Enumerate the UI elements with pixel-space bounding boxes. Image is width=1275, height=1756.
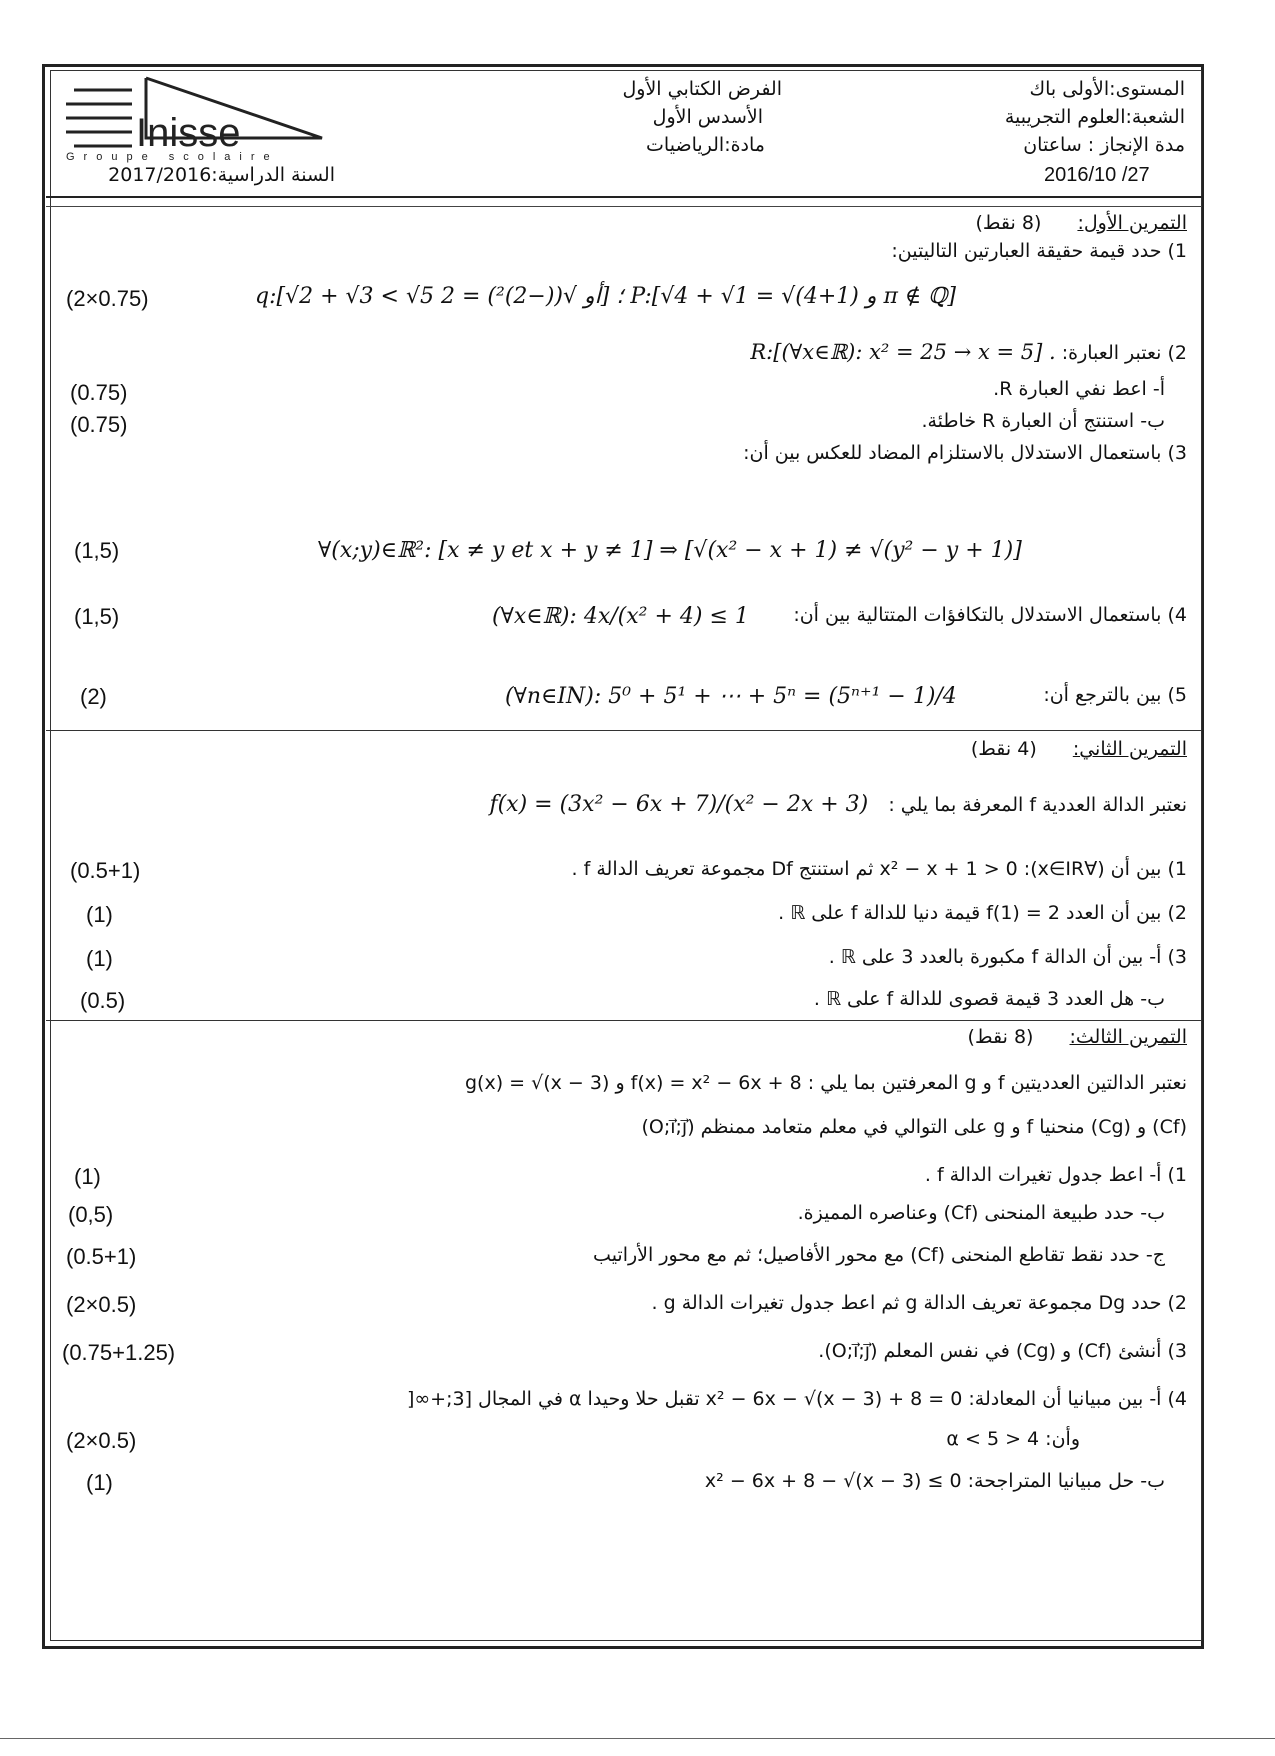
ex1-q5-math: (∀n∈IN): 5⁰ + 5¹ + ⋯ + 5ⁿ = (5ⁿ⁺¹ − 1)/4 (505, 684, 957, 709)
ex3-q3-text: 3) أنشئ (Cf) و (Cg) في نفس المعلم (O;i⃗;j⃗). (818, 1340, 1187, 1362)
ex1-q2b-points: (0.75) (70, 412, 128, 437)
logo-text: Inisse (136, 111, 241, 155)
ex3-title: التمرين الثالث: (1069, 1026, 1187, 1048)
ex1-q4-points: (1,5) (74, 604, 120, 629)
ex3-header (968, 1026, 1187, 1048)
ex2-intro-text: نعتبر الدالة العددية f المعرفة بما يلي : (888, 794, 1187, 816)
ex3-q1a-text: 1) أ- اعط جدول تغيرات الدالة f . (924, 1164, 1187, 1186)
ex1-q1-text: 1) حدد قيمة حقيقة العبارتين التاليتين: (891, 240, 1187, 262)
ex2-separator (46, 1020, 1202, 1021)
ex1-q5-text: 5) بين بالترجع أن: (1043, 684, 1187, 706)
header-separator-2 (46, 206, 1202, 207)
ex3-intro1-text: نعتبر الدالتين العدديتين f و g المعرفتين بما يلي : f(x) = x² − 6x + 8 و g(x) = √(x − 3) (465, 1072, 1187, 1094)
ex3-q2-text: 2) حدد Dg مجموعة تعريف الدالة g ثم اعط جدول تغيرات الدالة g . (651, 1292, 1187, 1314)
ex2-header (971, 738, 1187, 760)
ex2-q2-text: 2) بين أن العدد f(1) = 2 قيمة دنيا للدالة f على ℝ . (778, 902, 1187, 924)
ex2-q3b-text: ب- هل العدد 3 قيمة قصوى للدالة f على ℝ . (813, 988, 1165, 1010)
ex1-q4-math: (∀x∈ℝ): 4x/(x² + 4) ≤ 1 (492, 604, 749, 629)
ex1-q2-text: 2) نعتبر العبارة: (1061, 342, 1187, 364)
logo-subtext: Groupe scolaire (66, 151, 279, 163)
ex3-q4a2-text: وأن: 4 < α < 5 (946, 1428, 1080, 1450)
ex1-separator (46, 730, 1202, 731)
ex2-intro (489, 792, 1187, 817)
ex1-q3-points: (1,5) (74, 538, 120, 563)
ex1-q3-math: ∀(x;y)∈ℝ²: [x ≠ y et x + y ≠ 1] ⇒ [√(x² − x + 1) ≠ √(y² − y + 1)] (318, 538, 1022, 563)
ex1-q4-text: 4) باستعمال الاستدلال بالتكافؤات المتتالية بين أن: (793, 604, 1187, 626)
header-duration: مدة الإنجاز : ساعتان (1023, 134, 1185, 156)
ex2-intro-math: f(x) = (3x² − 6x + 7)/(x² − 2x + 3) (489, 792, 869, 817)
ex3-q2-points: (2×0.5) (66, 1292, 137, 1317)
ex2-q2-points: (1) (86, 902, 113, 927)
ex1-q5-points: (2) (80, 684, 107, 709)
ex3-points: (8 نقط) (967, 1026, 1034, 1048)
header-level: المستوى:الأولى باك (1029, 78, 1185, 100)
ex1-title: التمرين الأول: (1077, 212, 1187, 234)
ex3-q1a-points: (1) (74, 1164, 101, 1189)
ex1-q3-text: 3) باستعمال الاستدلال بالاستلزام المضاد للعكس بين أن: (743, 442, 1187, 464)
header-branch: الشعبة:العلوم التجريبية (1004, 106, 1185, 128)
ex3-intro2-text: (Cf) و (Cg) منحنيا f و g على التوالي في معلم متعامد ممنظم (O;i⃗;j⃗) (641, 1116, 1187, 1138)
ex3-q3-points: (0.75+1.25) (62, 1340, 176, 1365)
ex1-q1-points: (2×0.75) (66, 286, 149, 311)
ex2-q3a-points: (1) (86, 946, 113, 971)
ex2-q3a-text: 3) أ- بين أن الدالة f مكبورة بالعدد 3 على ℝ . (828, 946, 1187, 968)
ex3-q4b-text: ب- حل مبيانيا المتراجحة: x² − 6x + 8 − √(x − 3) ≤ 0 (704, 1470, 1165, 1492)
ex1-q2 (750, 340, 1187, 364)
header-separator (46, 196, 1202, 198)
ex3-q4b-points: (1) (86, 1470, 113, 1495)
ex3-q1c-points: (0.5+1) (66, 1244, 137, 1269)
header-exam-title: الفرض الكتابي الأول (622, 78, 782, 100)
ex3-q1b-points: (0,5) (68, 1202, 114, 1227)
ex1-q2a-points: (0.75) (70, 380, 128, 405)
header-semester: الأسدس الأول (652, 106, 763, 128)
ex3-q1c-text: ج- حدد نقط تقاطع المنحنى (Cf) مع محور الأفاصيل؛ ثم مع محور الأراتيب (593, 1244, 1165, 1266)
ex1-q1-math: q:[√2 + √3 < √5 أو √((−2)²) = 2] ؛ P:[√4 + √1 = √(4+1) و π ∉ ℚ] (255, 284, 956, 309)
ex3-q4a-points: (2×0.5) (66, 1428, 137, 1453)
ex1-q2b-text: ب- استنتج أن العبارة R خاطئة. (921, 410, 1165, 432)
ex1-q2-math: . R:[(∀x∈ℝ): x² = 25 → x = 5] (750, 340, 1056, 364)
school-logo (62, 76, 332, 176)
ex2-title: التمرين الثاني: (1072, 738, 1187, 760)
header-date: 2016/10 /27 (1044, 164, 1150, 186)
ex1-q2a-text: أ- اعط نفي العبارة R. (993, 378, 1165, 400)
ex2-q1-text: 1) بين أن (∀x∈IR): x² − x + 1 > 0 ثم استنتج Df مجموعة تعريف الدالة f . (571, 858, 1187, 880)
ex2-q3b-points: (0.5) (80, 988, 126, 1013)
ex3-q4a-text: 4) أ- بين مبيانيا أن المعادلة: x² − 6x − √(x − 3) + 8 = 0 تقبل حلا وحيدا α في المجال [3;+∞[ (406, 1388, 1187, 1410)
header-subject: مادة:الرياضيات (646, 134, 765, 156)
ex1-header (975, 212, 1187, 234)
ex3-q1b-text: ب- حدد طبيعة المنحنى (Cf) وعناصره المميزة. (797, 1202, 1165, 1224)
ex2-points: (4 نقط) (970, 738, 1037, 760)
page-bottom-line (0, 1738, 1275, 1739)
ex2-q1-points: (0.5+1) (70, 858, 141, 883)
header-school-year: السنة الدراسية:2017/2016 (108, 164, 335, 186)
ex1-points: (8 نقط) (975, 212, 1042, 234)
